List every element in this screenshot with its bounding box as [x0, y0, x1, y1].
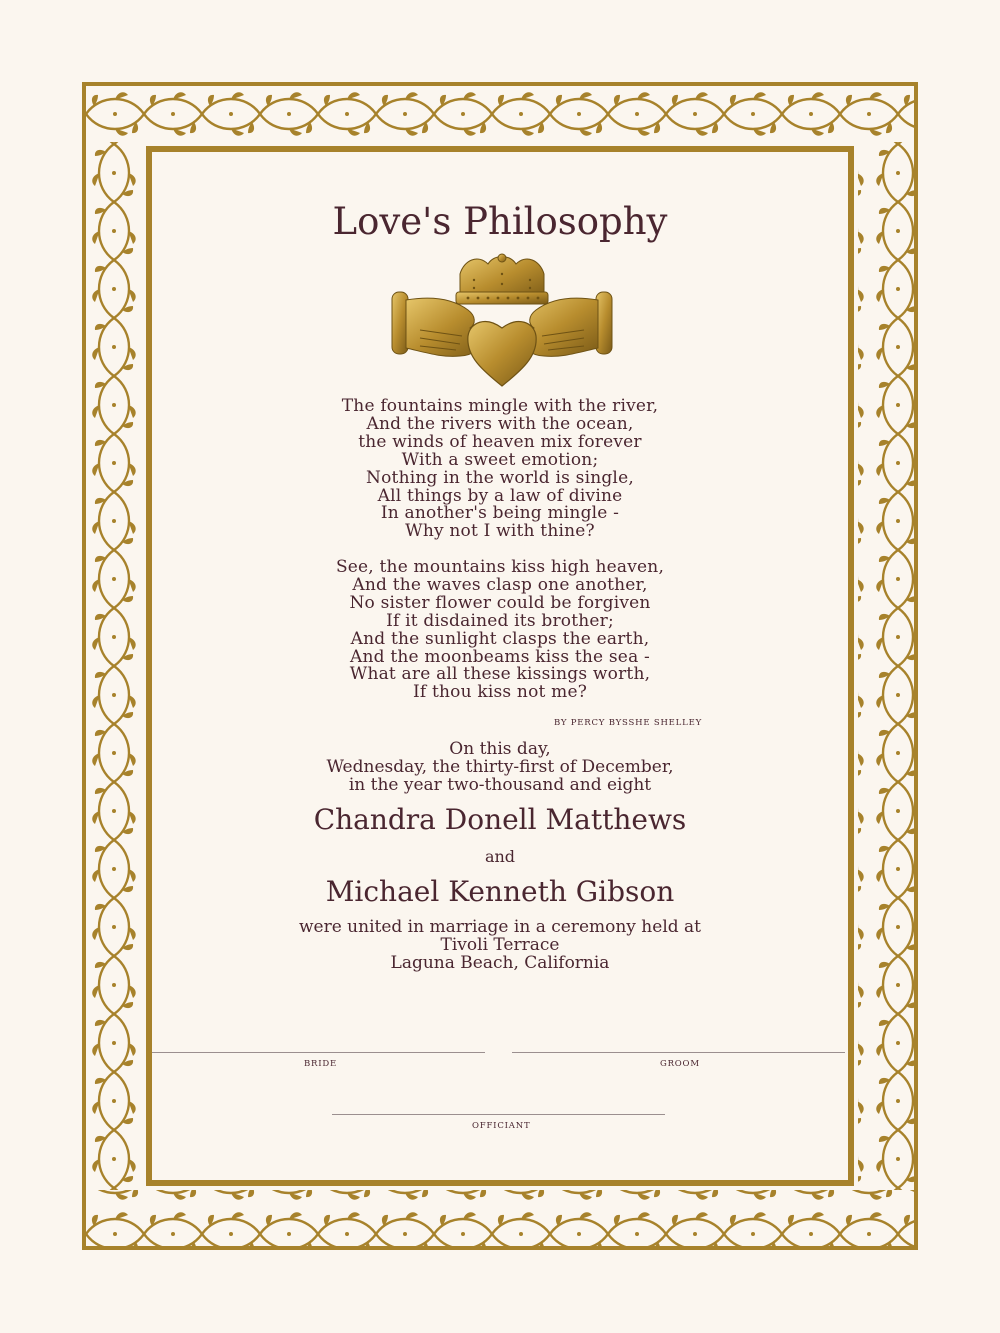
poem-line: The fountains mingle with the river, — [341, 396, 659, 416]
poem-line: If it disdained its brother; — [386, 610, 614, 631]
poem-line: No sister flower could be forgiven — [349, 592, 651, 613]
poem-stanza-2 — [152, 559, 848, 702]
conjunction: and — [484, 847, 516, 866]
groom-signature-label: GROOM — [660, 1059, 700, 1069]
poem-line: Nothing in the world is single, — [366, 467, 634, 488]
ceremony-date — [152, 740, 848, 795]
certificate-content — [152, 152, 848, 1180]
claddagh-icon — [390, 252, 614, 392]
ceremony-venue — [152, 919, 848, 972]
date-line: in the year two-thousand and eight — [348, 775, 652, 796]
poem-stanza-1 — [152, 398, 848, 541]
poem-line: And the sunlight clasps the earth, — [350, 628, 650, 649]
poem-line: See, the mountains kiss high heaven, — [335, 557, 665, 577]
poem-credit: BY PERCY BYSSHE SHELLEY — [553, 718, 702, 728]
poem-line: If thou kiss not me? — [412, 682, 588, 703]
date-line: Wednesday, the thirty-first of December, — [326, 757, 674, 778]
poem-line: And the waves clasp one another, — [352, 574, 648, 595]
certificate-title: Love's Philosophy — [332, 200, 668, 243]
poem-line: the winds of heaven mix forever — [358, 431, 642, 452]
poem-line: Why not I with thine? — [405, 521, 595, 542]
bride-signature-label: BRIDE — [304, 1059, 338, 1069]
poem-line: And the moonbeams kiss the sea - — [350, 646, 650, 667]
officiant-signature-label: OFFICIANT — [472, 1121, 531, 1131]
venue-line: Tivoli Terrace — [440, 934, 560, 955]
poem-line: All things by a law of divine — [377, 485, 623, 506]
groom-name: Michael Kenneth Gibson — [325, 875, 675, 908]
groom-signature-line[interactable] — [512, 1052, 845, 1053]
venue-line: Laguna Beach, California — [390, 952, 610, 973]
poem-line: With a sweet emotion; — [401, 449, 599, 470]
bride-signature-line[interactable] — [152, 1052, 485, 1053]
officiant-signature-line[interactable] — [332, 1114, 665, 1115]
poem-line: What are all these kissings worth, — [349, 664, 651, 685]
bride-name: Chandra Donell Matthews — [313, 803, 687, 836]
poem-line: And the rivers with the ocean, — [366, 413, 634, 434]
date-line: On this day, — [449, 739, 551, 759]
venue-line: were united in marriage in a ceremony held at — [298, 917, 702, 937]
poem-line: In another's being mingle - — [380, 503, 620, 524]
